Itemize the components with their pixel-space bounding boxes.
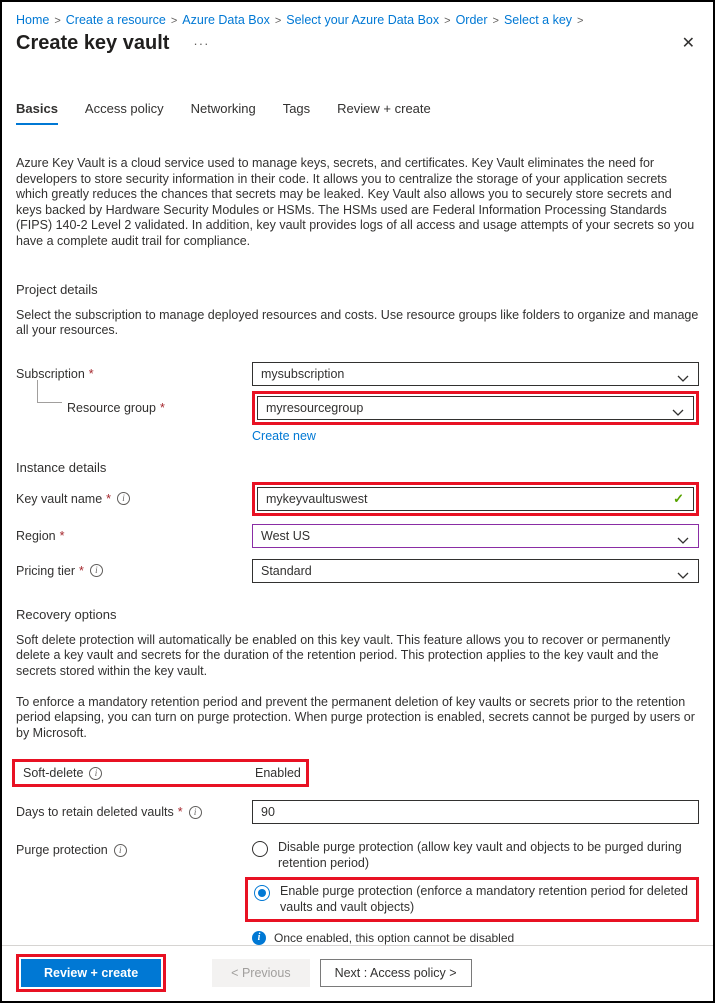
radio-enable-purge-protection[interactable] — [254, 884, 690, 915]
resource-group-value: myresourcegroup — [266, 400, 364, 415]
previous-button[interactable]: < Previous — [212, 959, 309, 987]
required-marker: * — [79, 563, 84, 578]
radio-enable-label: Enable purge protection (enforce a mandatory retention period for deleted vaults and vault objects) — [280, 884, 688, 914]
radio-selected-icon — [254, 885, 270, 901]
key-vault-name-highlight-box — [252, 482, 699, 516]
region-value: West US — [261, 528, 311, 543]
chevron-down-icon — [677, 372, 689, 386]
retention-days-input[interactable] — [252, 800, 699, 824]
breadcrumb-create-a-resource[interactable]: Create a resource — [65, 13, 166, 27]
purge-protection-note-text: Once enabled, this option cannot be disabled — [274, 931, 515, 946]
chevron-down-icon — [677, 569, 689, 583]
close-icon[interactable]: ✕ — [681, 34, 695, 52]
required-marker: * — [59, 528, 65, 543]
breadcrumb-separator: > — [492, 15, 499, 27]
required-marker: * — [159, 400, 165, 415]
breadcrumb-select-a-key[interactable]: Select a key — [503, 13, 573, 27]
radio-disable-purge-protection[interactable] — [252, 840, 699, 871]
resource-group-label — [16, 401, 252, 415]
soft-delete-value: Enabled — [255, 766, 301, 781]
pricing-tier-value: Standard — [261, 563, 312, 578]
subscription-value: mysubscription — [261, 366, 345, 381]
tab-networking[interactable]: Networking — [190, 101, 256, 116]
purge-protection-label-text: Purge protection — [16, 843, 108, 858]
breadcrumb-separator: > — [577, 15, 584, 27]
required-marker: * — [88, 366, 94, 381]
breadcrumb-order[interactable]: Order — [455, 13, 488, 27]
tab-review-create[interactable]: Review + create — [337, 101, 431, 116]
breadcrumb-select-your-azure-data-box[interactable]: Select your Azure Data Box — [286, 13, 440, 27]
key-vault-name-label-text: Key vault name — [16, 491, 103, 506]
soft-delete-highlight-box — [12, 759, 309, 787]
key-vault-name-row — [16, 482, 699, 516]
more-options-icon[interactable]: ··· — [193, 36, 210, 51]
pricing-tier-label — [16, 564, 252, 578]
chevron-down-icon — [677, 534, 689, 548]
radio-unselected-icon — [252, 841, 268, 857]
check-icon: ✓ — [673, 490, 684, 506]
review-create-highlight-box — [16, 954, 166, 992]
breadcrumb-separator: > — [444, 15, 451, 27]
key-vault-intro-text: Azure Key Vault is a cloud service used to manage keys, secrets, and certificates. Key Vault eliminates the need for developers to store security information in their code. It allows you to centralize the storage of your application secrets which greatly reduces the chances that secrets may be leaked. Key Vault also allows you to securely store secrets and keys backed by Hardware Security Modules or HSMs. The HSMs used are Federal Information Processing Standards (FIPS) 140-2 Level 2 validated. In addition, key vault provides logs of all access and usage attempts of your secrets so you have a complete audit trail for compliance. — [16, 156, 695, 248]
recovery-paragraph-2: To enforce a mandatory retention period and prevent the permanent deletion of key vaults or secrets prior to the retention period elapsing, you can turn on purge protection. When purge protection is enabled, secrets cannot be purged by users or by Microsoft. — [16, 694, 695, 740]
tab-tags[interactable]: Tags — [282, 101, 311, 116]
region-label-text: Region — [16, 528, 56, 543]
key-vault-name-label — [16, 492, 252, 506]
page-title: Create key vault — [16, 32, 170, 54]
tab-access-policy[interactable]: Access policy — [84, 101, 164, 116]
create-new-link[interactable]: Create new — [252, 428, 316, 443]
info-icon[interactable]: i — [117, 492, 130, 505]
wizard-footer — [2, 945, 713, 1002]
subscription-row — [16, 362, 699, 386]
recovery-paragraph-1: Soft delete protection will automatically be enabled on this key vault. This feature allows you to recover or permanently delete a key vault and secrets for the duration of the retention period. This protection applies to the key vault and the secrets stored within the key vault. — [16, 632, 671, 678]
breadcrumb-separator: > — [170, 15, 178, 27]
region-label — [16, 529, 252, 543]
subscription-dropdown[interactable] — [252, 362, 699, 386]
project-details-description: Select the subscription to manage deployed resources and costs. Use resource groups like folders to organize and manage all your resources. — [16, 307, 699, 338]
required-marker: * — [106, 491, 112, 506]
purge-protection-note — [252, 931, 699, 945]
chevron-down-icon — [672, 406, 684, 420]
soft-delete-label-text: Soft-delete — [23, 766, 84, 781]
retention-days-label-text: Days to retain deleted vaults — [16, 805, 174, 820]
breadcrumb-azure-data-box[interactable]: Azure Data Box — [182, 13, 270, 27]
info-icon[interactable]: i — [114, 844, 127, 857]
key-vault-name-input[interactable] — [257, 487, 694, 511]
resource-group-highlight-box — [252, 391, 699, 425]
region-dropdown[interactable] — [252, 524, 699, 548]
basics-tab-content — [2, 125, 713, 945]
instance-details-heading: Instance details — [16, 459, 107, 475]
subscription-label-text: Subscription — [16, 366, 85, 381]
subscription-label — [16, 367, 252, 381]
info-icon[interactable]: i — [189, 806, 202, 819]
project-details-heading: Project details — [16, 281, 98, 297]
retention-days-row — [16, 800, 699, 824]
radio-disable-label: Disable purge protection (allow key vault and objects to be purged during retention period) — [278, 840, 682, 870]
breadcrumb-separator: > — [274, 15, 282, 27]
retention-days-label — [16, 805, 252, 819]
pricing-tier-row — [16, 559, 699, 583]
purge-protection-label — [16, 843, 252, 857]
resource-group-dropdown[interactable] — [257, 396, 694, 420]
tab-basics[interactable]: Basics — [16, 101, 58, 125]
recovery-options-heading: Recovery options — [16, 606, 117, 622]
soft-delete-label — [23, 766, 255, 780]
pricing-tier-label-text: Pricing tier — [16, 563, 76, 578]
purge-protection-row — [16, 840, 699, 922]
review-create-button[interactable]: Review + create — [21, 959, 161, 987]
info-filled-icon: i — [252, 931, 266, 945]
breadcrumb — [16, 13, 699, 27]
next-access-policy-button[interactable]: Next : Access policy > — [320, 959, 472, 987]
breadcrumb-separator: > — [54, 15, 61, 27]
info-icon[interactable]: i — [90, 564, 103, 577]
enable-purge-highlight-box — [245, 877, 699, 922]
region-row — [16, 524, 699, 548]
indent-connector-line — [37, 380, 62, 403]
wizard-tabs — [16, 101, 699, 125]
blade-header — [16, 32, 699, 55]
required-marker: * — [177, 805, 183, 820]
resource-group-label-text: Resource group — [67, 400, 156, 415]
pricing-tier-dropdown[interactable] — [252, 559, 699, 583]
resource-group-row — [16, 391, 699, 425]
breadcrumb-home[interactable]: Home — [16, 13, 50, 27]
info-icon[interactable]: i — [89, 767, 102, 780]
